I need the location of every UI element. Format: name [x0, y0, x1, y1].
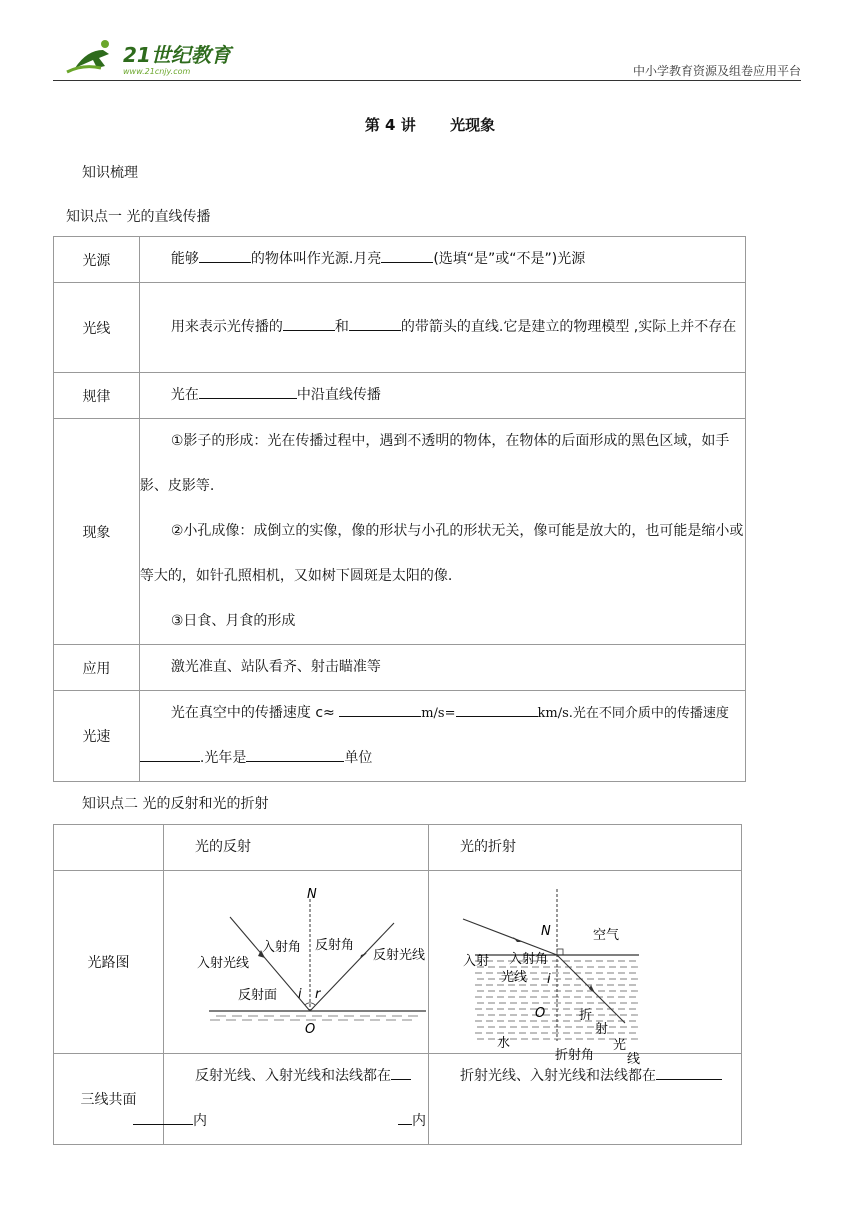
table-row [54, 283, 746, 373]
svg-text:折射角: 折射角 [555, 1048, 595, 1063]
section-point-2: 知识点二 光的反射和光的折射 [82, 796, 269, 812]
fill-blank[interactable] [199, 248, 251, 263]
table-row [54, 871, 742, 1054]
svg-text:光: 光 [613, 1038, 627, 1053]
fill-blank[interactable] [140, 747, 200, 762]
row-label: 光线 [54, 283, 140, 373]
lecture-topic: 光现象 [450, 116, 496, 134]
svg-text:线: 线 [627, 1052, 641, 1067]
fill-blank[interactable] [283, 316, 335, 331]
table-row [54, 419, 746, 645]
row-content: 折射光线、入射光线和法线都在 内 [429, 1054, 742, 1145]
svg-text:入射光线: 入射光线 [197, 956, 250, 971]
table-linear-propagation [53, 236, 746, 782]
svg-text:入射角: 入射角 [262, 940, 302, 955]
svg-text:空气: 空气 [593, 928, 620, 943]
row-content: 光在 中沿直线传播 [139, 373, 745, 419]
row-content [139, 419, 745, 645]
section-point-1: 知识点一 光的直线传播 [66, 209, 211, 225]
svg-text:O: O [535, 1006, 546, 1021]
row-label: 应用 [54, 645, 140, 691]
fill-blank[interactable] [456, 702, 538, 717]
corner-cell [54, 825, 164, 871]
table-row [54, 691, 746, 782]
header-cell: 光的折射 [429, 825, 742, 871]
phenomenon-item: ②小孔成像：成倒立的实像，像的形状与小孔的形状无关，像可能是放大的，也可能是缩小或等大的，如针孔照相机，又如树下圆斑是太阳的像. [139, 523, 744, 584]
fill-blank[interactable] [398, 1110, 412, 1125]
row-content: 反射光线、入射光线和法线都在 内 [164, 1054, 429, 1145]
svg-text:反射角: 反射角 [315, 938, 355, 953]
fill-blank[interactable] [381, 248, 433, 263]
svg-text:N: N [307, 887, 317, 902]
fill-blank[interactable] [133, 1110, 193, 1125]
refraction-diagram [429, 871, 741, 1067]
fill-blank[interactable] [246, 747, 344, 762]
table-row [54, 645, 746, 691]
table-row [54, 237, 746, 283]
reflection-diagram [164, 871, 428, 1049]
svg-text:i: i [547, 972, 551, 987]
row-label: 三线共面 [54, 1054, 164, 1145]
lecture-number: 第 4 讲 [364, 116, 416, 134]
row-content: 光在真空中的传播速度 c≈ m/s= km/s.光在不同介质中的传播速度.光年是 单位 [139, 691, 745, 782]
svg-text:反射光线: 反射光线 [373, 948, 426, 963]
row-label: 规律 [54, 373, 140, 419]
page-header [53, 36, 801, 81]
svg-text:r: r [315, 987, 321, 1002]
row-content: 激光准直、站队看齐、射击瞄准等 [139, 645, 745, 691]
table-row [54, 1054, 742, 1145]
row-label: 光速 [54, 691, 140, 782]
fill-blank[interactable] [349, 316, 401, 331]
row-label: 光路图 [54, 871, 164, 1054]
runner-icon [67, 40, 109, 72]
svg-text:入射角: 入射角 [509, 952, 549, 967]
header-cell: 光的反射 [164, 825, 429, 871]
header-platform-text: 中小学教育资源及组卷应用平台 [632, 64, 801, 78]
svg-text:O: O [305, 1022, 316, 1037]
row-label: 现象 [54, 419, 140, 645]
logo [63, 38, 233, 78]
phenomenon-item: ③日食、月食的形成 [170, 613, 296, 629]
row-content: 用来表示光传播的 和 的带箭头的直线.它是建立的物理模型 ,实际上并不存在 [139, 283, 745, 373]
svg-text:射: 射 [595, 1022, 609, 1037]
phenomenon-item: ①影子的形成：光在传播过程中，遇到不透明的物体，在物体的后面形成的黑色区域，如手影、皮影等. [139, 433, 730, 494]
svg-text:反射面: 反射面 [238, 988, 278, 1003]
svg-text:折: 折 [579, 1008, 593, 1023]
fill-blank[interactable] [656, 1065, 722, 1080]
table-reflection-refraction [53, 824, 742, 1145]
svg-text:i: i [298, 987, 302, 1002]
refraction-diagram-cell [429, 871, 742, 1067]
section-overview: 知识梳理 [82, 165, 138, 181]
svg-text:水: 水 [497, 1036, 511, 1051]
fill-blank[interactable] [391, 1065, 411, 1080]
table-row [54, 825, 742, 871]
row-label: 光源 [54, 237, 140, 283]
fill-blank[interactable] [339, 702, 421, 717]
logo-text: 21世纪教育 [123, 43, 231, 67]
page-title [0, 114, 860, 135]
table-row [54, 373, 746, 419]
svg-text:光线: 光线 [501, 970, 528, 985]
row-content: 能够 的物体叫作光源.月亮 (选填“是”或“不是”)光源 [139, 237, 745, 283]
logo-url: www.21cnjy.com [123, 67, 191, 76]
reflection-diagram-cell [164, 871, 429, 1054]
fill-blank[interactable] [199, 384, 297, 399]
svg-text:入射: 入射 [463, 954, 490, 969]
svg-text:N: N [541, 924, 551, 939]
